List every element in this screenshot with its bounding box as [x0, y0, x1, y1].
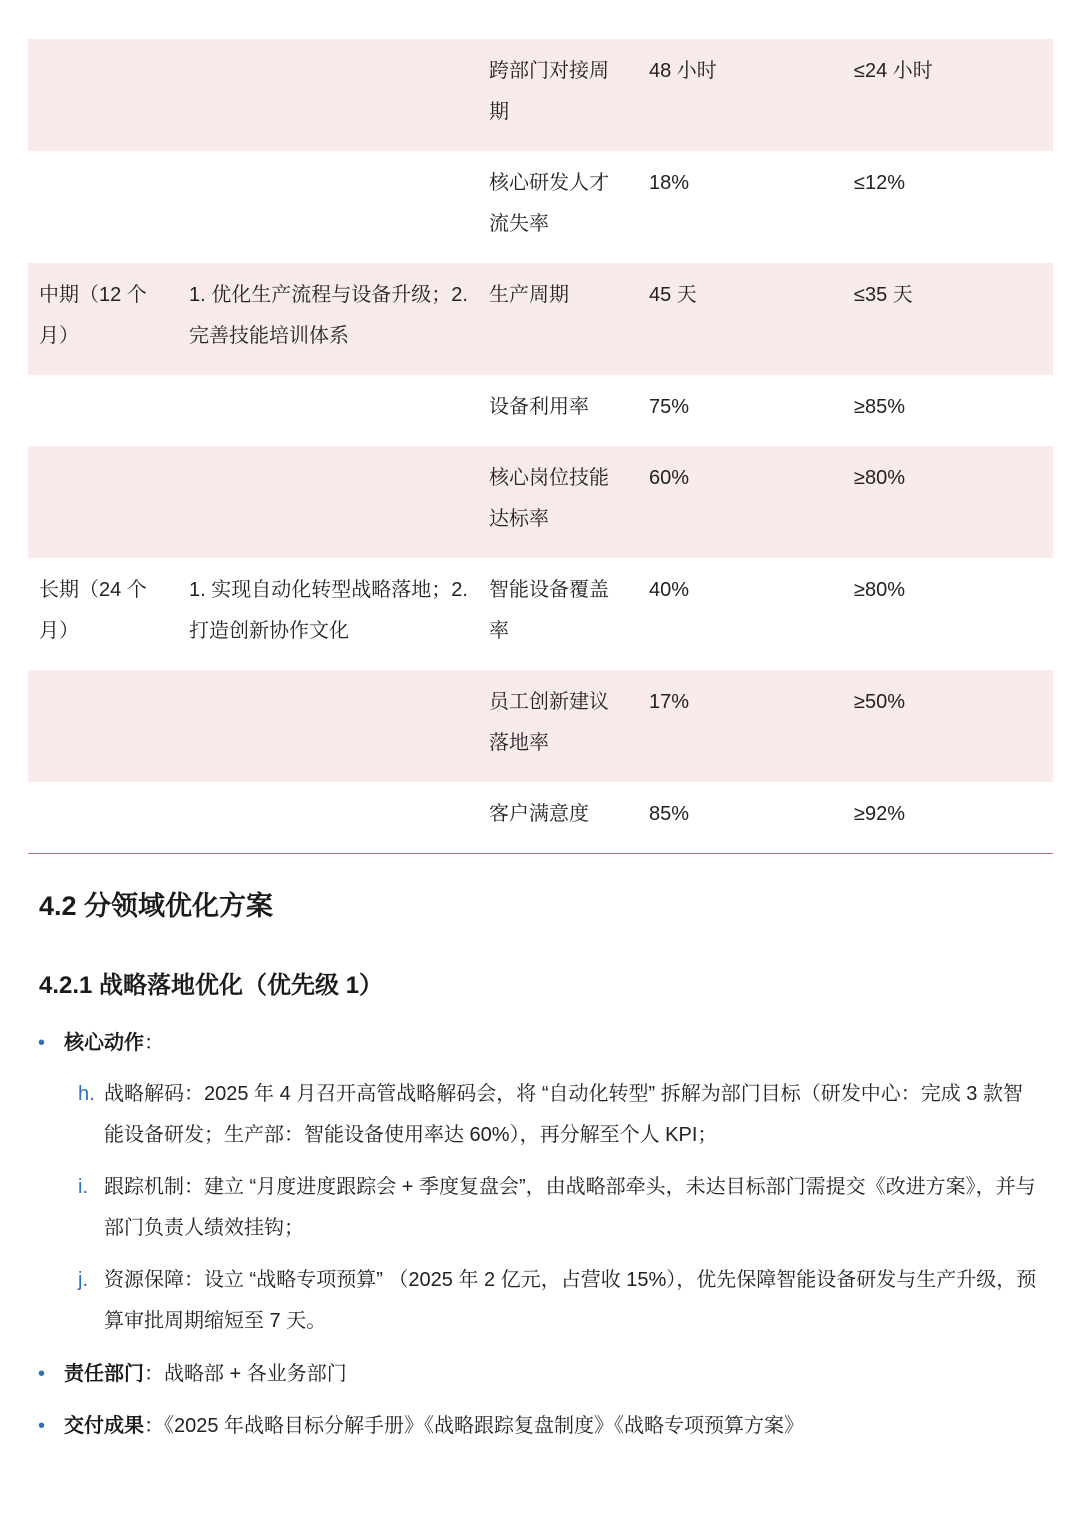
current-value-cell: 75%	[649, 396, 690, 418]
metric-cell: 客户满意度	[489, 803, 589, 825]
phase-cell: 中期（12 个月）	[28, 263, 178, 375]
target-value-cell: ≥50%	[843, 670, 1053, 782]
target-value-cell: ≥80%	[843, 446, 1053, 558]
responsible-value: ：战略部 + 各业务部门	[144, 1363, 347, 1385]
bullet-dot-icon: •	[38, 1415, 46, 1437]
goal-cell	[178, 782, 478, 853]
core-actions-bullet	[38, 1028, 164, 1058]
current-value-cell: 48 小时	[638, 39, 843, 151]
deliverables-bullet	[38, 1411, 804, 1441]
table-row	[28, 670, 1053, 782]
phase-cell	[28, 446, 178, 558]
deliverables-value: ：《2025 年战略目标分解手册》《战略跟踪复盘制度》《战略专项预算方案》	[144, 1415, 805, 1437]
phase-cell	[28, 782, 178, 853]
metric-cell: 员工创新建议落地率	[478, 670, 638, 782]
bullet-dot-icon: •	[38, 1363, 46, 1385]
metric-cell: 智能设备覆盖率	[489, 579, 609, 642]
metric-cell: 跨部门对接周期	[478, 39, 638, 151]
current-value-cell: 18%	[649, 172, 690, 194]
goal-cell	[178, 446, 478, 558]
responsible-label: 责任部门	[64, 1363, 144, 1385]
table-row	[28, 151, 1053, 263]
phase-cell	[28, 39, 178, 151]
metric-cell: 核心岗位技能达标率	[478, 446, 638, 558]
table-row	[28, 446, 1053, 558]
table-row	[28, 375, 1053, 446]
responsible-bullet	[38, 1359, 347, 1389]
phase-cell	[28, 670, 178, 782]
current-value-cell: 85%	[649, 803, 690, 825]
goal-cell	[178, 670, 478, 782]
list-marker: h.	[78, 1083, 95, 1105]
bullet-dot-icon: •	[38, 1032, 46, 1054]
target-value-cell: ≥85%	[854, 396, 906, 418]
list-item	[78, 1260, 1038, 1342]
table-row	[28, 558, 1053, 670]
table-row	[28, 263, 1053, 375]
section-heading: 4.2 分领域优化方案	[39, 891, 274, 921]
current-value-cell: 17%	[638, 670, 843, 782]
phase-cell	[28, 151, 178, 263]
current-value-cell: 40%	[649, 579, 690, 601]
phase-cell	[28, 375, 178, 446]
target-value-cell: ≤35 天	[843, 263, 1053, 375]
goal-cell: 1. 优化生产流程与设备升级；2. 完善技能培训体系	[178, 263, 478, 375]
core-actions-label: 核心动作	[64, 1032, 144, 1054]
target-value-cell: ≥92%	[854, 803, 906, 825]
goal-cell	[178, 151, 478, 263]
deliverables-label: 交付成果	[64, 1415, 144, 1437]
table-row	[28, 39, 1053, 151]
current-value-cell: 45 天	[638, 263, 843, 375]
list-marker: j.	[78, 1269, 88, 1291]
current-value-cell: 60%	[638, 446, 843, 558]
list-item	[78, 1167, 1038, 1249]
kpi-target-table	[28, 39, 1053, 854]
list-item	[78, 1074, 1038, 1156]
target-value-cell: ≤24 小时	[843, 39, 1053, 151]
subsection-heading: 4.2.1 战略落地优化（优先级 1）	[39, 972, 384, 999]
list-marker: i.	[78, 1176, 88, 1198]
target-value-cell: ≥80%	[854, 579, 906, 601]
metric-cell: 设备利用率	[489, 396, 589, 418]
target-value-cell: ≤12%	[854, 172, 906, 194]
list-item-text: 战略解码：2025 年 4 月召开高管战略解码会，将 “自动化转型” 拆解为部门目标（研发中心：完成 3 款智能设备研发；生产部：智能设备使用率达 60%），再分解至个人 KPI；	[104, 1083, 1023, 1146]
metric-cell: 生产周期	[478, 263, 638, 375]
phase-cell: 长期（24 个月）	[39, 579, 147, 642]
goal-cell: 1. 实现自动化转型战略落地；2. 打造创新协作文化	[189, 579, 468, 642]
core-actions-colon: ：	[144, 1032, 164, 1054]
list-item-text: 跟踪机制：建立 “月度进度跟踪会 + 季度复盘会”，由战略部牵头，未达目标部门需提交《改进方案》，并与部门负责人绩效挂钩；	[104, 1176, 1036, 1239]
goal-cell	[178, 39, 478, 151]
metric-cell: 核心研发人才流失率	[489, 172, 609, 235]
table-row	[28, 782, 1053, 853]
goal-cell	[178, 375, 478, 446]
list-item-text: 资源保障：设立 “战略专项预算” （2025 年 2 亿元，占营收 15%），优先保障智能设备研发与生产升级，预算审批周期缩短至 7 天。	[104, 1269, 1037, 1332]
